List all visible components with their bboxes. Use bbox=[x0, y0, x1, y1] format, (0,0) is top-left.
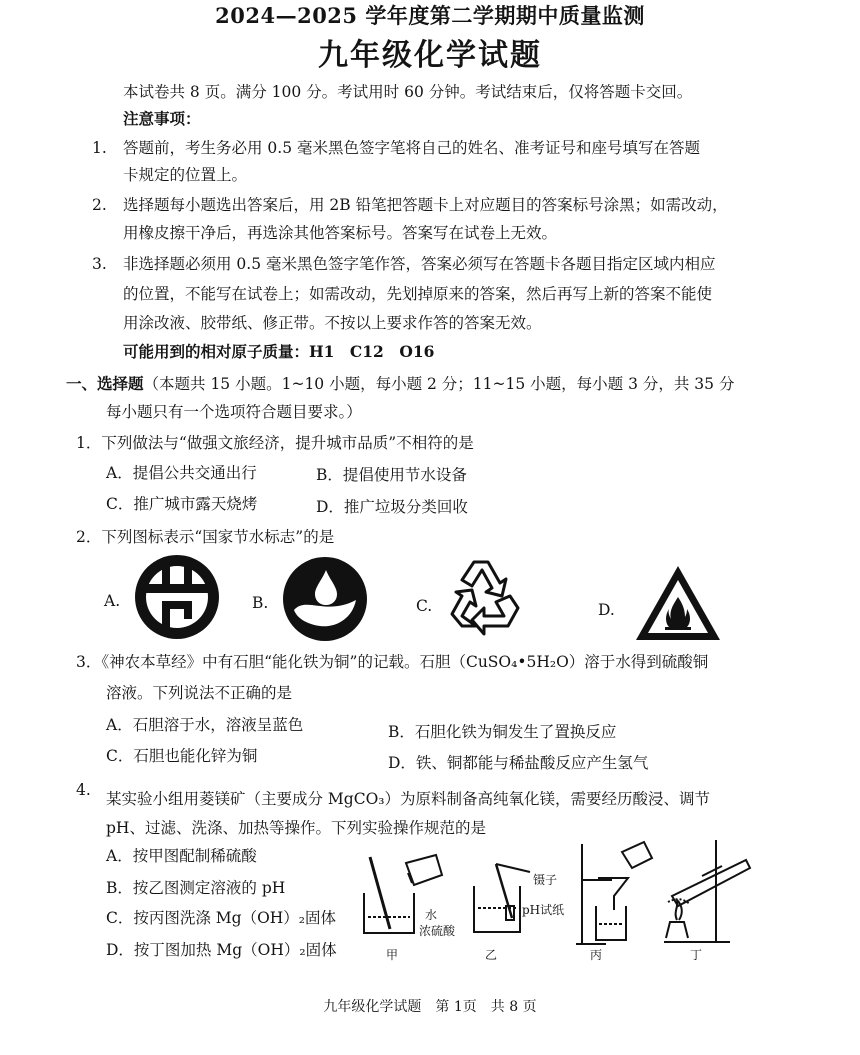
q4-fig-bing-filtration-icon bbox=[574, 840, 656, 948]
section-1-desc-2: 每小题只有一个选项符合题目要求。） bbox=[106, 403, 362, 421]
section-1-line bbox=[66, 374, 734, 394]
note-3-num: 3. bbox=[92, 255, 107, 273]
q2-option-c-recycle-icon bbox=[444, 556, 526, 640]
q2-option-a-label: A. bbox=[104, 592, 121, 610]
q2-stem: 2．下列图标表示“国家节水标志”的是 bbox=[76, 528, 335, 546]
q4-fig-label-water: 水 bbox=[425, 908, 438, 922]
exam-title: 九年级化学试题 bbox=[318, 38, 542, 73]
note-2-line-1: 选择题每小题选出答案后，用 2B 铅笔把答题卡上对应题目的答案标号涂黑；如需改动， bbox=[123, 196, 728, 214]
note-2-num: 2. bbox=[92, 196, 107, 214]
note-2-line-2: 用橡皮擦干净后，再选涂其他答案标号。答案写在试卷上无效。 bbox=[123, 224, 558, 242]
q4-stem-2: pH、过滤、洗涤、加热等操作。下列实验操作规范的是 bbox=[106, 819, 486, 837]
note-3-line-3: 用涂改液、胶带纸、修正带。不按以上要求作答的答案无效。 bbox=[123, 314, 542, 332]
q1-option-d: D．推广垃圾分类回收 bbox=[316, 498, 468, 516]
notes-heading: 注意事项： bbox=[123, 109, 201, 128]
q4-option-c: C．按丙图洗涤 Mg（OH）₂固体 bbox=[106, 909, 337, 927]
q4-num: 4. bbox=[76, 781, 91, 799]
q3-stem-2: 溶液。下列说法不正确的是 bbox=[106, 684, 293, 702]
q1-option-b: B．提倡使用节水设备 bbox=[316, 466, 467, 484]
q4-option-a: A．按甲图配制稀硫酸 bbox=[106, 847, 257, 865]
q4-fig-label-yi: 乙 bbox=[485, 948, 498, 962]
q1-option-c: C．推广城市露天烧烤 bbox=[106, 495, 258, 513]
q3-option-c: C．石胆也能化锌为铜 bbox=[106, 747, 258, 765]
section-1-heading: 一、选择题 bbox=[66, 374, 144, 393]
q4-option-b: B．按乙图测定溶液的 pH bbox=[106, 879, 286, 897]
q4-option-d: D．按丁图加热 Mg（OH）₂固体 bbox=[106, 941, 337, 959]
exam-subtitle: 2024—2025 学年度第二学期期中质量监测 bbox=[215, 3, 645, 28]
q2-option-d-flammable-icon bbox=[633, 563, 723, 643]
page-footer: 九年级化学试题 第 1页 共 8 页 bbox=[323, 999, 537, 1015]
note-1-line-1: 答题前，考生务必用 0.5 毫米黑色签字笔将自己的姓名、准考证号和座号填写在答题 bbox=[123, 139, 701, 157]
q4-fig-label-jia: 甲 bbox=[386, 948, 399, 962]
q3-option-d: D．铁、铜都能与稀盐酸反应产生氢气 bbox=[388, 754, 649, 772]
q4-fig-yi-ph-test-icon bbox=[466, 862, 536, 937]
note-3-line-1: 非选择题必须用 0.5 毫米黑色签字笔作答，答案必须写在答题卡各题目指定区域内相应 bbox=[123, 255, 716, 273]
q2-option-d-label: D. bbox=[598, 601, 615, 619]
q4-fig-label-tweezers: 镊子 bbox=[533, 873, 558, 887]
q4-stem-1: 某实验小组用菱镁矿（主要成分 MgCO₃）为原料制备高纯氧化镁，需要经历酸浸、调节 bbox=[106, 790, 711, 808]
q1-stem: 1．下列做法与“做强文旅经济，提升城市品质”不相符的是 bbox=[76, 434, 474, 452]
note-1-num: 1. bbox=[92, 139, 107, 157]
q4-fig-label-ph-paper: pH试纸 bbox=[522, 903, 565, 917]
q4-fig-ding-heating-icon bbox=[660, 836, 760, 948]
note-3-line-2: 的位置，不能写在试卷上；如需改动，先划掉原来的答案，然后再写上新的答案不能使 bbox=[123, 285, 713, 303]
q3-option-a: A．石胆溶于水，溶液呈蓝色 bbox=[106, 716, 304, 734]
q2-option-b-label: B. bbox=[252, 594, 269, 612]
q4-fig-label-bing: 丙 bbox=[590, 948, 603, 962]
section-1-desc-1: （本题共 15 小题。1~10 小题，每小题 2 分；11~15 小题，每小题 3 分，共 35 分 bbox=[143, 375, 735, 393]
q1-option-a: A．提倡公共交通出行 bbox=[106, 464, 257, 482]
intro-text: 本试卷共 8 页。满分 100 分。考试用时 60 分钟。考试结束后，仅将答题卡交回。 bbox=[123, 83, 693, 101]
q3-option-b: B．石胆化铁为铜发生了置换反应 bbox=[388, 723, 617, 741]
q4-fig-label-acid: 浓硫酸 bbox=[419, 924, 456, 938]
q2-option-b-water-drop-icon bbox=[282, 556, 368, 642]
q3-stem-1: 3．《神农本草经》中有石胆“能化铁为铜”的记载。石胆（CuSO₄•5H₂O）溶于水得到硫酸铜 bbox=[76, 653, 709, 671]
q2-option-a-logo-icon bbox=[133, 553, 221, 641]
q4-fig-label-ding: 丁 bbox=[690, 948, 703, 962]
note-1-line-2: 卡规定的位置上。 bbox=[123, 166, 248, 184]
q2-option-c-label: C. bbox=[416, 597, 433, 615]
atomic-mass: 可能用到的相对原子质量：H1 C12 O16 bbox=[123, 342, 435, 361]
